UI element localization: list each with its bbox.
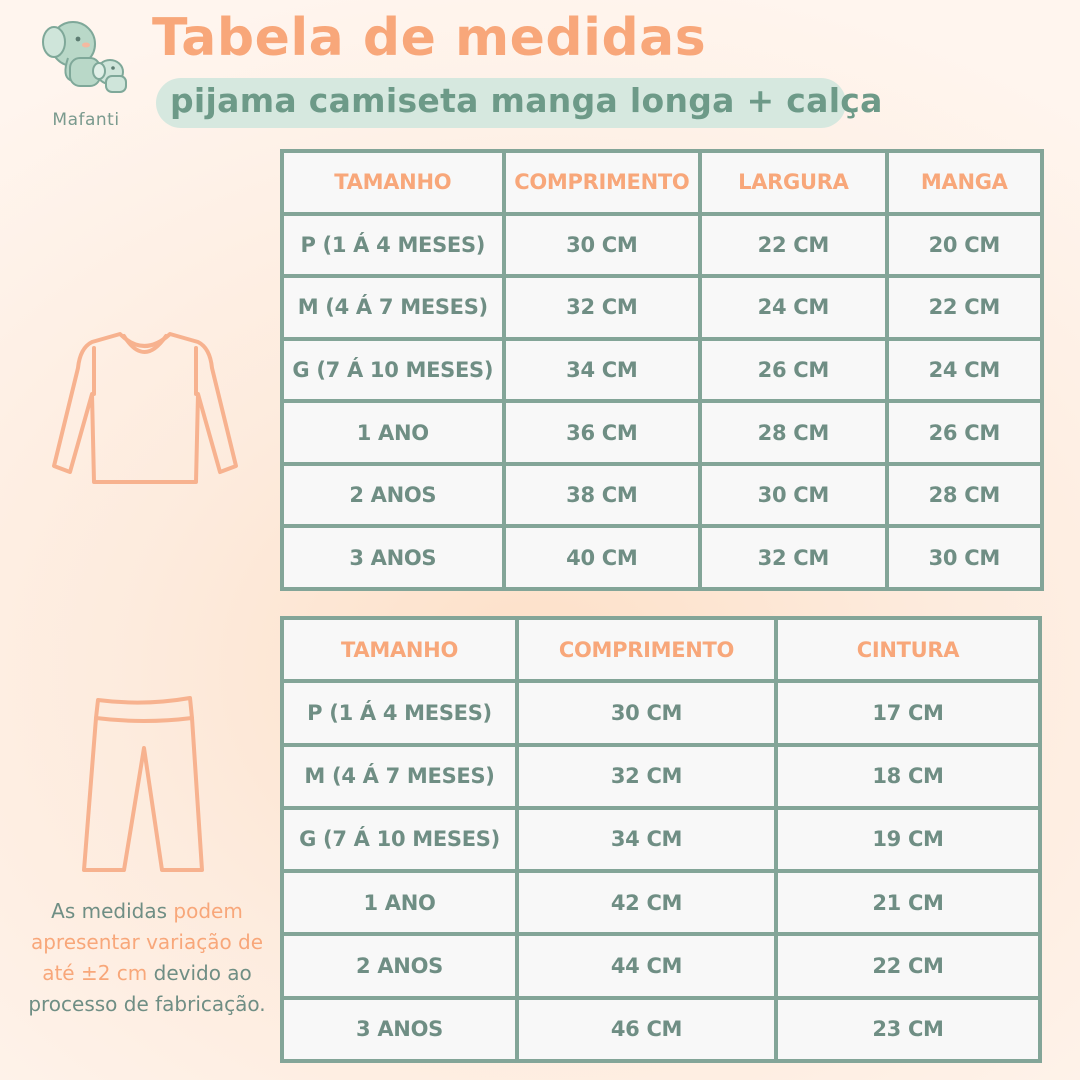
brand-logo [36,14,136,130]
length-cell: 38 CM [504,464,701,527]
length-cell: 44 CM [517,934,776,997]
table-header-row [282,151,1042,214]
column-header: COMPRIMENTO [517,618,776,681]
table-row [282,276,1042,339]
length-cell: 46 CM [517,998,776,1061]
length-cell: 32 CM [517,745,776,808]
column-header: MANGA [887,151,1042,214]
table-row [282,526,1042,589]
waist-cell: 21 CM [776,871,1040,934]
table-row [282,681,1040,744]
brand-name: Mafanti [52,110,120,130]
waist-cell: 23 CM [776,998,1040,1061]
size-cell: 1 ANO [282,401,504,464]
size-cell: G (7 Á 10 MESES) [282,808,517,871]
length-cell: 30 CM [517,681,776,744]
column-header: CINTURA [776,618,1040,681]
table-row [282,339,1042,402]
size-cell: 1 ANO [282,871,517,934]
column-header: TAMANHO [282,151,504,214]
length-cell: 34 CM [517,808,776,871]
width-cell: 24 CM [700,276,886,339]
waist-cell: 22 CM [776,934,1040,997]
table-row [282,998,1040,1061]
size-cell: 3 ANOS [282,526,504,589]
page-subtitle: pijama camiseta manga longa + calça [170,81,883,120]
table-row [282,745,1040,808]
width-cell: 30 CM [700,464,886,527]
size-cell: M (4 Á 7 MESES) [282,745,517,808]
size-cell: P (1 Á 4 MESES) [282,214,504,277]
sleeve-cell: 24 CM [887,339,1042,402]
measurement-note [18,896,276,1020]
size-cell: 2 ANOS [282,464,504,527]
length-cell: 40 CM [504,526,701,589]
shirt-size-table [282,151,1042,589]
elephant-logo-icon [40,14,134,98]
table-row [282,871,1040,934]
length-cell: 30 CM [504,214,701,277]
table-row [282,808,1040,871]
width-cell: 32 CM [700,526,886,589]
column-header: LARGURA [700,151,886,214]
size-cell: 2 ANOS [282,934,517,997]
note-highlight: podem apresentar variação de até ±2 cm [30,899,264,985]
length-cell: 32 CM [504,276,701,339]
size-cell: 3 ANOS [282,998,517,1061]
sleeve-cell: 22 CM [887,276,1042,339]
table-row [282,464,1042,527]
pants-icon [78,694,210,880]
long-sleeve-shirt-icon [48,328,240,492]
table-row [282,401,1042,464]
page-title: Tabela de medidas [152,8,707,68]
column-header: COMPRIMENTO [504,151,701,214]
waist-cell: 17 CM [776,681,1040,744]
length-cell: 42 CM [517,871,776,934]
size-cell: P (1 Á 4 MESES) [282,681,517,744]
waist-cell: 18 CM [776,745,1040,808]
width-cell: 26 CM [700,339,886,402]
length-cell: 36 CM [504,401,701,464]
pants-size-table [282,618,1040,1061]
table-row [282,214,1042,277]
sleeve-cell: 28 CM [887,464,1042,527]
length-cell: 34 CM [504,339,701,402]
table-header-row [282,618,1040,681]
width-cell: 28 CM [700,401,886,464]
sleeve-cell: 26 CM [887,401,1042,464]
note-text-end: devido ao processo de fabricação. [28,961,266,1016]
sleeve-cell: 20 CM [887,214,1042,277]
waist-cell: 19 CM [776,808,1040,871]
table-row [282,934,1040,997]
size-cell: M (4 Á 7 MESES) [282,276,504,339]
column-header: TAMANHO [282,618,517,681]
note-text: As medidas [51,899,174,923]
size-cell: G (7 Á 10 MESES) [282,339,504,402]
width-cell: 22 CM [700,214,886,277]
sleeve-cell: 30 CM [887,526,1042,589]
